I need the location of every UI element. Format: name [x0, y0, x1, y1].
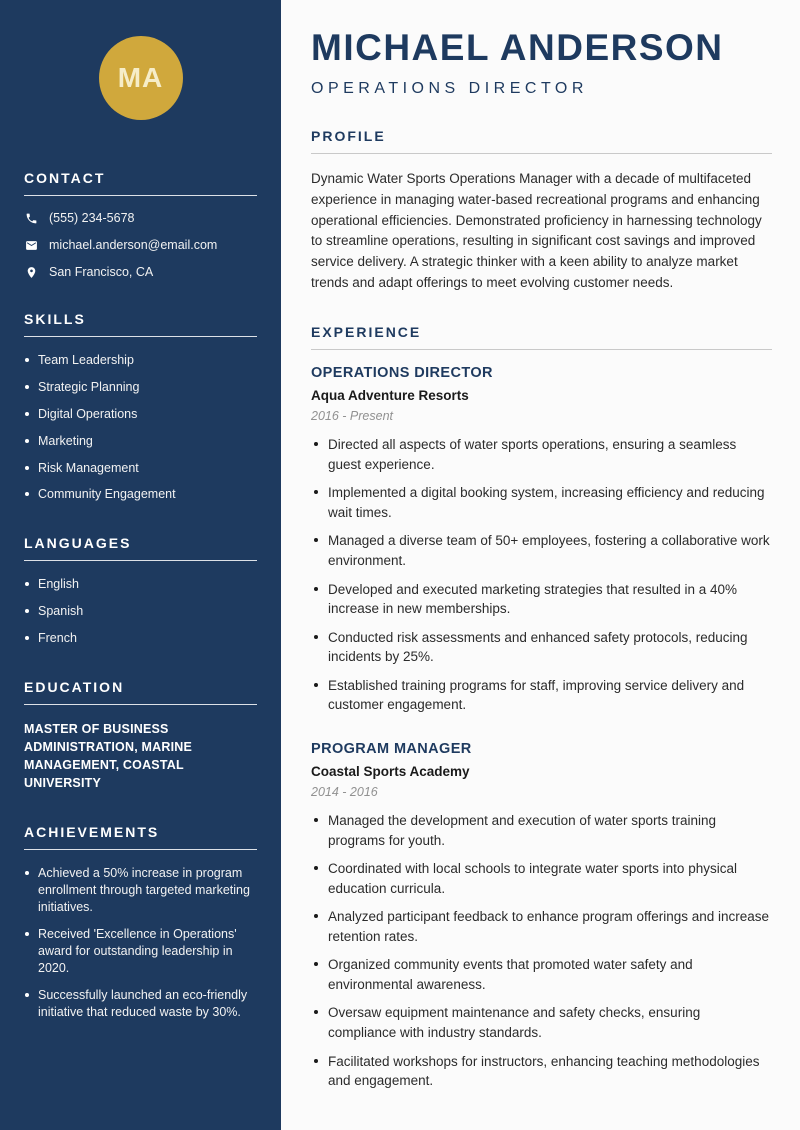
skill-item: Community Engagement	[24, 486, 257, 503]
contact-item-location	[24, 265, 257, 279]
job-bullet: Facilitated workshops for instructors, enhancing teaching methodologies and engagement.	[311, 1052, 772, 1091]
job-title: OPERATIONS DIRECTOR	[311, 365, 493, 382]
contact-location-text: San Francisco, CA	[49, 265, 154, 279]
contact-item-email	[24, 238, 257, 252]
languages-section	[24, 535, 257, 647]
language-item: Spanish	[24, 603, 257, 620]
job-bullet: Implemented a digital booking system, increasing efficiency and reducing wait times.	[311, 483, 772, 522]
achievement-item: Received 'Excellence in Operations' award for outstanding leadership in 2020.	[24, 926, 257, 977]
contact-list	[24, 211, 257, 279]
skill-item: Team Leadership	[24, 352, 257, 369]
languages-heading: LANGUAGES	[24, 535, 257, 561]
experience-section	[311, 324, 772, 1091]
achievements-heading: ACHIEVEMENTS	[24, 824, 257, 850]
job-bullet: Established training programs for staff, improving service delivery and customer engagement.	[311, 676, 772, 715]
job-dates: 2014 - 2016	[311, 784, 378, 799]
job-bullet-list	[311, 811, 772, 1091]
contact-email-text: michael.anderson@email.com	[49, 238, 218, 252]
sidebar	[0, 0, 281, 1130]
achievements-section	[24, 824, 257, 1020]
education-section	[24, 679, 257, 793]
job-title: PROGRAM MANAGER	[311, 740, 472, 757]
email-icon	[24, 239, 38, 252]
language-item: French	[24, 630, 257, 647]
skill-item: Risk Management	[24, 460, 257, 477]
contact-heading: CONTACT	[24, 170, 257, 196]
job-bullet: Analyzed participant feedback to enhance program offerings and increase retention rates.	[311, 907, 772, 946]
contact-item-phone	[24, 211, 257, 225]
education-heading: EDUCATION	[24, 679, 257, 705]
job-bullet: Managed the development and execution of water sports training programs for youth.	[311, 811, 772, 850]
job-dates: 2016 - Present	[311, 409, 393, 424]
candidate-title: OPERATIONS DIRECTOR	[311, 79, 588, 97]
languages-list	[24, 576, 257, 647]
profile-heading: PROFILE	[311, 128, 772, 154]
main-content	[281, 0, 800, 1130]
job-company: Aqua Adventure Resorts	[311, 388, 469, 404]
experience-heading: EXPERIENCE	[311, 324, 772, 350]
profile-section	[311, 128, 772, 295]
job-company: Coastal Sports Academy	[311, 763, 470, 779]
phone-icon	[24, 212, 38, 225]
skills-section	[24, 311, 257, 503]
achievements-list	[24, 865, 257, 1020]
contact-section	[24, 170, 257, 279]
job-bullet-list	[311, 435, 772, 715]
skills-list	[24, 352, 257, 503]
avatar-initials: MA	[117, 62, 164, 93]
achievement-item: Achieved a 50% increase in program enrollment through targeted marketing initiatives.	[24, 865, 257, 916]
skill-item: Strategic Planning	[24, 379, 257, 396]
job-bullet: Coordinated with local schools to integrate water sports into physical education curricula.	[311, 859, 772, 898]
resume-header	[311, 28, 772, 98]
candidate-name: MICHAEL ANDERSON	[311, 27, 724, 68]
avatar	[99, 36, 183, 120]
job-entry	[311, 741, 772, 1091]
job-bullet: Developed and executed marketing strategies that resulted in a 40% increase in new memberships.	[311, 580, 772, 619]
job-bullet: Oversaw equipment maintenance and safety checks, ensuring compliance with industry standards.	[311, 1003, 772, 1042]
skills-heading: SKILLS	[24, 311, 257, 337]
job-bullet: Directed all aspects of water sports operations, ensuring a seamless guest experience.	[311, 435, 772, 474]
skill-item: Marketing	[24, 433, 257, 450]
contact-phone-text: (555) 234-5678	[49, 211, 135, 225]
location-icon	[24, 266, 38, 279]
job-bullet: Organized community events that promoted water safety and environmental awareness.	[311, 955, 772, 994]
job-bullet: Managed a diverse team of 50+ employees, fostering a collaborative work environment.	[311, 531, 772, 570]
profile-text: Dynamic Water Sports Operations Manager with a decade of multifaceted experience in managing water-based recreational programs and enhancing operational efficiencies. Demonstrated proficiency in harnessing technology to streamline operations, resulting in significant cost savings and improved service delivery. A strategic thinker with a keen ability to analyze market trends and adapt offerings to meet evolving customer needs.	[311, 170, 762, 291]
language-item: English	[24, 576, 257, 593]
achievement-item: Successfully launched an eco-friendly initiative that reduced waste by 30%.	[24, 987, 257, 1021]
skill-item: Digital Operations	[24, 406, 257, 423]
education-text: MASTER OF BUSINESS ADMINISTRATION, MARINE MANAGEMENT, COASTAL UNIVERSITY	[24, 721, 193, 791]
job-entry	[311, 365, 772, 715]
job-bullet: Conducted risk assessments and enhanced safety protocols, reducing incidents by 25%.	[311, 628, 772, 667]
